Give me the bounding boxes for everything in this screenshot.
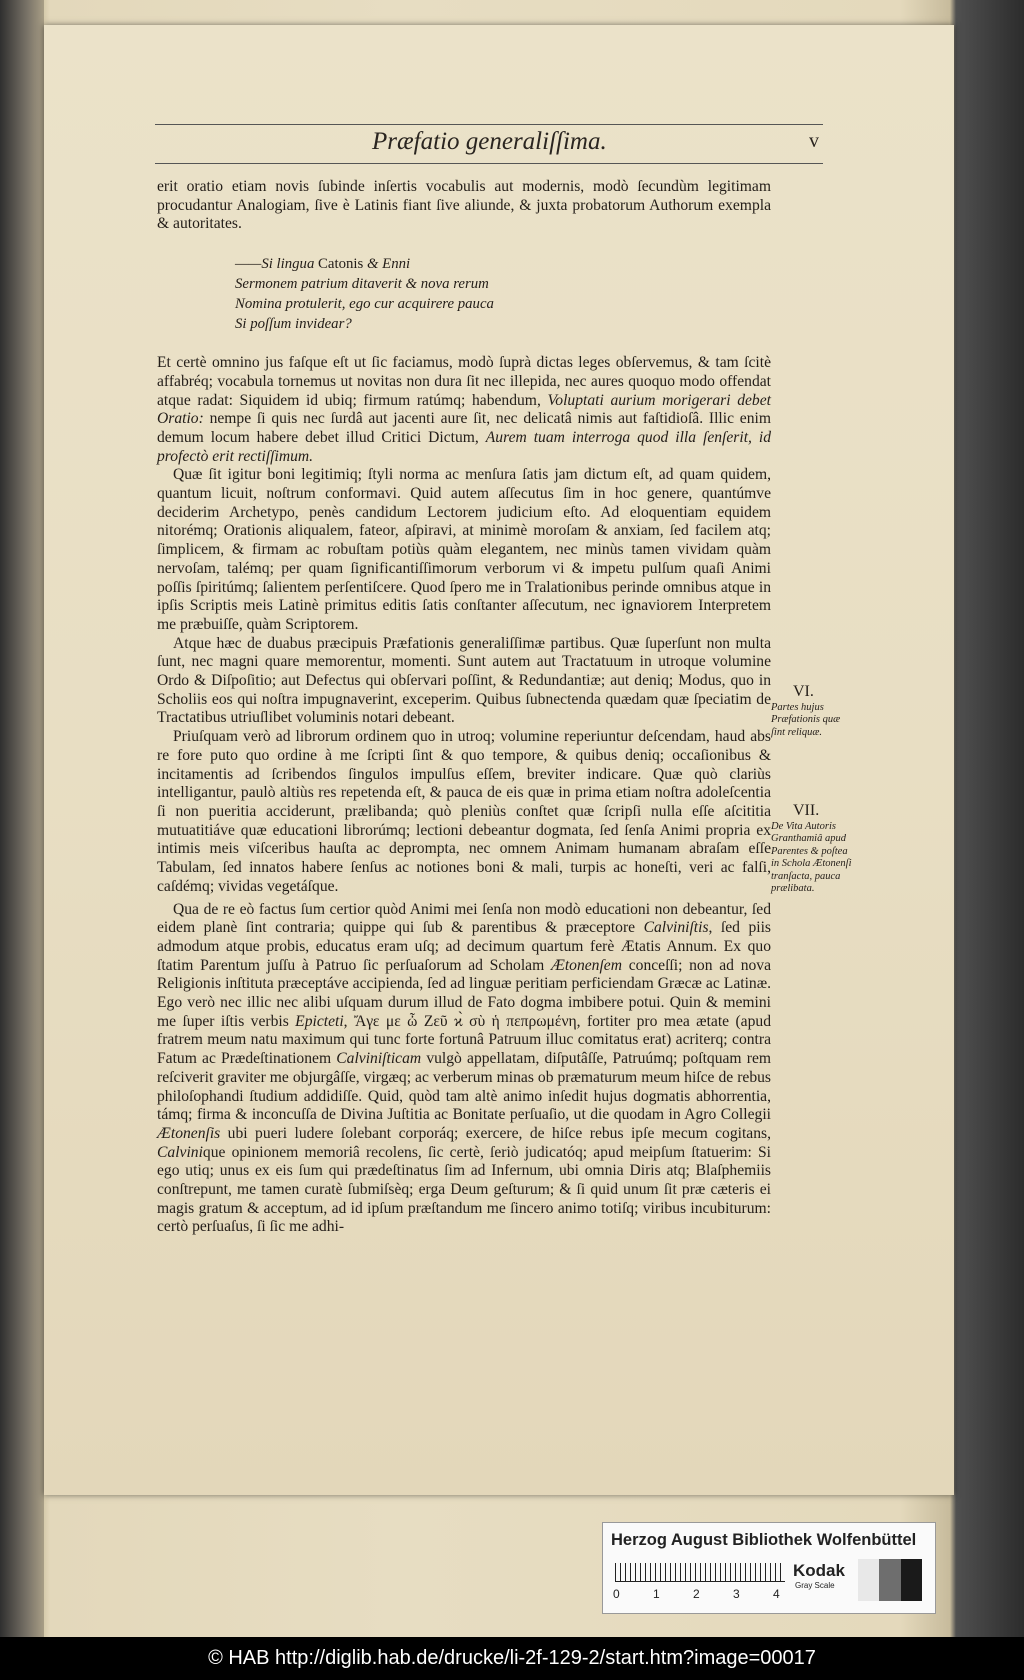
paragraph-3: Quæ ſit igitur boni legitimiq; ſtyli norma ac menſura ſatis jam dictum eſt, ad quam quidem, quantum licuit, noſtrum conformavi. Quid autem aſſecutus ſim in hoc genere, quantúmve deciderim Archetypo, penès candidum Lectorem judicium eſto. Ad eloquentiam equidem nitorémq; Orationis aliqualem, fateor, aſpiravi, at minimè moroſam & anxiam, ſed facilem atq; ſimplicem, & firmam ac robuſtam potiùs quàm elegantem, nec minùs tamen vividam quàm nervoſam, talémq; per quam ſignificantiſſimorum verborum vi & impetu pulſum quaſi Animi poſſis ſpiritúmq; ſalientem perſentiſcere. Quod ſpero me in Tralationibus perinde omnibus atque in ipſis Scriptis meis Latinè primitus editis ſatis conſtanter aſſecutum, nec ignaviorem Interpretem me præbuiſſe, quàm Scriptorem.: [157, 466, 771, 633]
verse-line-2: Sermonem patrium ditaverit & nova rerum: [235, 276, 489, 293]
kodak-logo-text: Kodak: [793, 1561, 845, 1580]
footer-bar: [0, 1637, 1024, 1680]
ruler-scale: [615, 1563, 785, 1582]
verse-line-1: ——Si lingua Catonis & Enni: [235, 256, 411, 273]
margin-note-vii: [771, 802, 853, 896]
margin-number-vii: VII.: [793, 802, 820, 819]
paragraph-1: erit oratio etiam novis ſubinde inſertis vocabulis aut modernis, modò ſecundùm legitimam procudantur Analogiam, ſive è Latinis fiant ſive aliunde, & juxta probatorum Authorum exempla & autoritates.: [157, 178, 771, 233]
running-head: [0, 128, 1024, 158]
verse-quote: [235, 254, 771, 334]
ruler-number: 4: [773, 1587, 780, 1601]
ruler-number: 3: [733, 1587, 740, 1601]
color-calibration-card: [602, 1522, 936, 1614]
running-title: Præfatio generaliſſima.: [372, 128, 607, 155]
page-number: v: [809, 130, 819, 152]
ruler-number: 2: [693, 1587, 700, 1601]
paragraph-6: Qua de re eò factus ſum certior quòd Animi mei ſenſa non modò educationi non debeantur, ſed eidem planè ſint contraria; quippe qui ſub & parentibus & præceptore Calviniſtis, ſed piis admodum atque probis, educatus eram uſq; ad decimum quartum ferè Ætatis Annum. Ex quo ſtatim Parentum juſſu à Patruo ſic perſuaſorum ad Scholam Ætonenſem conceſſi; non ad nova Religionis inſtituta præceptáve accipienda, ſed ad linguæ peritiam perficiendam Græcæ ac Latinæ. Ego verò nec illic nec alibi uſquam durum illud de Fato dogma imbibere potui. Quin & memini me ſuper iſtis verbis Epicteti, Ἄγε με ὦ Ζεῦ ϰ̀ σὺ ἡ πεπρωμένη, fortiter pro mea ætate (apud fratrem meum natu maximum qui tunc forte fortunâ Patruum illuc comitatus erat) acriterq; contra Fatum ac Prædeſtinationem Calviniſticam vulgò appellatam, diſputâſſe, Patruúmq; poſtquam rem reſciverit graviter me objurgâſſe, virgæq; ac verberum minas ob præmaturum meum hiſce de rebus philoſophandi ſtudium addidiſſe. Quid, quòd tam altè animo inſedit hujus dogmatis abhorrentia, támq; firma & inconcuſſa de Divina Juſtitia ac Bonitate perſuaſio, ut die quodam in Agro Collegii Ætonenſis ubi pueri ludere ſolebant corporáq; exercere, de hiſce rebus ipſe mecum cogitans, Calvinique opinionem memoriâ recolens, ſic certè, ſeriò judicatóq; apud meipſum ſtatuerim: Si ego utiq; unus ex eis ſum qui prædeſtinatus ſim ad Infernum, ubi omnia Diris atq; Blaſphemiis conſtrepunt, me tamen curatè ſubmiſsèq; erga Deum geſturum; & ſi quid unum ſit præ cæteris ei magis gratum & acceptum, ad id ipſum præſtandum me ſincero animo totiſq; viribus incubiturum: certò perſuaſus, ſi ſic me adhi-: [157, 900, 772, 1236]
ruler-number: 0: [613, 1587, 620, 1601]
margin-text-vi: Partes hujus Præfationis quæ ſint reliquæ.: [771, 701, 841, 738]
book-edge: [0, 0, 44, 1637]
margin-text-vii: De Vita Autoris Granthamiâ apud Parentes & poſtea in Schola Ætonenſi tranſacta, pauca prælibata.: [771, 820, 852, 894]
library-label: Herzog August Bibliothek Wolfenbüttel: [611, 1531, 917, 1549]
paragraph-2: Et certè omnino jus faſque eſt ut ſic faciamus, modò ſuprà dictas leges obſervemus, & tam ſcitè affabréq; vocabula tornemus ut novitas non dura ſit nec illepida, nec aures quoquo modo offendat atque radat: Siquidem id ubiq; firmum ratúmq; habendum, Voluptati aurium morigerari debet Oratio: nempe ſi quis nec ſurdâ aut jacenti aure ſit, nec delicatâ nimis aut faſtidioſâ. Illic enim demum locum habere debet illud Critici Dictum, Aurem tuam interroga quod illa ſenſerit, id profectò erit rectiſſimum.: [157, 354, 771, 465]
footer-citation: © HAB http://diglib.hab.de/drucke/li-2f-129-2/start.htm?image=00017: [208, 1647, 816, 1669]
paragraph-4: Atque hæc de duabus præcipuis Præfationis generaliſſimæ partibus. Quæ ſuperſunt non multa ſunt, nec magni quare memorentur, momenti. Sunt autem aut Tractatuum in utroque volumine Ordo & Diſpoſitio; aut Defectus qui obſervari poſſint, & Redundantiæ; aut deniq; Modus, quo in Scholiis eos qui noſtra impugnaverint, exceperim. Quibus ſubnectenda quædam quæ ſpeciatim de Tractatibus utriuſlibet voluminis notari debeant.: [157, 634, 771, 727]
margin-note-vi: [771, 683, 853, 739]
header-rule-bottom: [155, 163, 823, 164]
ruler-number: 1: [653, 1587, 660, 1601]
paragraph-5: Priuſquam verò ad librorum ordinem quo in utroq; volumine reperiuntur deſcendam, haud abs re fore puto quo ordine à me ſcripti ſint & quo tempore, & quibus deniq; occaſionibus & incitamentis ad ſcribendos ſingulos impulſus eſſem, breviter indicare. Quæ quò clariùs intelligantur, paulò altiùs res repetenda eſt, & pauca de eis quæ in prima etiam noſtra adoleſcentia ſi non pueritia acciderunt, prælibanda; quò pleniùs conſtet quæ ſcripſi nulla eſſe aſcititia mutuatitiáve quæ educationi librorúmq; lectioni debeantur dogmata, ſed ſenſa Animi propria ex intimis meis viſceribus hauſta ac deprompta, nec omnem Animam humanam abraſam eſſe Tabulam, ſed innatos habere ſenſus ac notiones boni & mali, turpis ac honeſti, veri ac falſi, caſdémq; vividas vegetáſque.: [157, 728, 771, 895]
grayscale-label: Gray Scale: [795, 1581, 835, 1590]
header-rule-top: [155, 124, 823, 125]
body-text: [157, 178, 771, 1237]
verse-line-3: Nomina protulerit, ego cur acquirere pauca: [235, 296, 494, 313]
verse-line-4: Si poſſum invidear?: [235, 316, 352, 333]
margin-number-vi: VI.: [793, 683, 814, 700]
gray-scale-patches: [858, 1559, 922, 1601]
